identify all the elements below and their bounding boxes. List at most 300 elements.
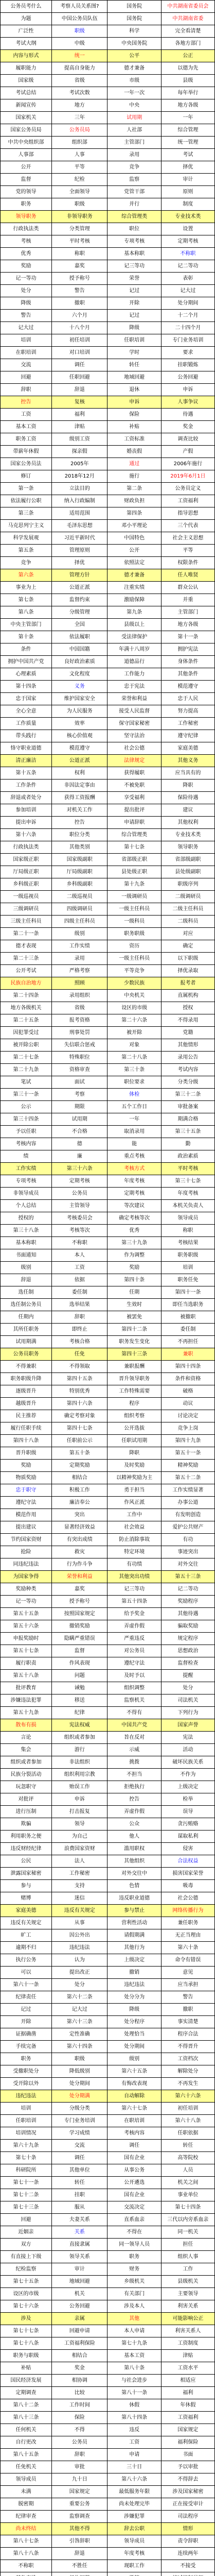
table-cell: 违反 xyxy=(107,2424,161,2436)
table-cell: 违纪违法 xyxy=(1,2090,52,2103)
table-cell: 辞退 xyxy=(1,1274,52,1286)
table-cell: 转任 xyxy=(161,2140,214,2152)
table-cell: 违反有关规定 xyxy=(52,1905,107,1917)
table-cell: 不得辞去 xyxy=(161,2473,214,2486)
table-cell: 纪律审查 xyxy=(1,2511,52,2523)
table-row xyxy=(1,1793,215,1806)
table-cell: 产假 xyxy=(161,446,214,458)
table-cell: 省部级正职 xyxy=(107,854,161,866)
table-cell: 纪律责任 xyxy=(1,1991,52,2004)
table-row xyxy=(1,1942,215,1954)
table-cell: 地域回避 xyxy=(52,2276,107,2288)
table-cell: 县级 xyxy=(161,75,214,87)
table-cell: 基本工资 xyxy=(107,2350,161,2362)
table-cell: 学习成绩 xyxy=(52,2127,107,2140)
table-cell: 降职 xyxy=(107,1447,161,1460)
table-cell: 十八个月 xyxy=(52,322,107,334)
table-row xyxy=(1,903,215,916)
table-row xyxy=(1,1274,215,1286)
table-cell: 要求 xyxy=(161,347,214,359)
table-cell: 旨在反对 xyxy=(107,1732,161,1744)
table-row xyxy=(1,1558,215,1571)
table-cell: 退休 xyxy=(107,384,161,396)
table-cell: 双方 xyxy=(1,2239,52,2251)
table-cell: 德 xyxy=(52,1138,107,1150)
table-cell: 亲属 xyxy=(52,2313,107,2325)
table-cell: 有关部门 xyxy=(107,2288,161,2300)
table-cell: 参加培训 xyxy=(1,804,52,817)
table-cell: 损害国家荣誉 xyxy=(161,1868,214,1880)
table-cell: 取消录用 xyxy=(107,1126,161,1138)
table-row xyxy=(1,1150,215,1163)
table-cell: 监察机关 xyxy=(107,1694,161,1707)
table-cell: 滥用职权 xyxy=(107,1843,161,1855)
table-row xyxy=(1,619,215,631)
table-cell: 组织考察 xyxy=(107,1410,161,1422)
table-row xyxy=(1,916,215,928)
table-cell: 厅局级正职 xyxy=(1,866,52,878)
table-cell: 第三十四条 xyxy=(1,1113,52,1126)
table-cell: 第三十六条 xyxy=(52,1163,107,1175)
table-cell: 可能影响公正 xyxy=(161,2313,214,2325)
table-cell: 职务 xyxy=(1,198,52,211)
table-row xyxy=(1,124,215,137)
table-cell: 控告 xyxy=(107,1793,161,1806)
table-row xyxy=(1,322,215,334)
table-cell: 不合格 xyxy=(52,1126,107,1138)
table-cell: 第七十一条 xyxy=(1,2177,52,2189)
table-cell: 一年一次 xyxy=(107,87,161,99)
table-cell: 警告 xyxy=(1,310,52,322)
table-row xyxy=(1,718,215,730)
table-cell: 二级科员 xyxy=(161,916,214,928)
table-row xyxy=(1,594,215,606)
table-cell: 提出建议 xyxy=(1,1521,52,1534)
table-cell: 各地方部门 xyxy=(161,38,214,50)
table-cell: 录用组织 xyxy=(52,990,107,1002)
table-cell: 一级调研员 xyxy=(107,891,161,903)
table-cell: 对应 xyxy=(161,928,214,940)
table-row xyxy=(1,112,215,124)
table-cell: 职级 xyxy=(52,198,107,211)
table-cell: 即终止 xyxy=(52,1324,107,1336)
table-row xyxy=(1,2065,215,2078)
table-cell: 地方各级 xyxy=(161,619,214,631)
table-cell: 考试总结 xyxy=(1,87,52,99)
table-cell: 规定程序 xyxy=(161,1633,214,1645)
table-cell: 荣誉 xyxy=(107,273,161,285)
table-cell: 记二等功 xyxy=(161,1583,214,1596)
table-row xyxy=(1,198,215,211)
table-cell: 受法律保护 xyxy=(107,631,161,643)
table-cell: 考核内容 xyxy=(1,1138,52,1150)
table-cell: 记三等功 xyxy=(107,260,161,273)
table-cell: 非领导成员 xyxy=(1,1188,52,1200)
table-cell: 第四十四条 xyxy=(161,1361,214,1373)
table-cell: 财政负担 xyxy=(107,495,161,507)
table-cell: 身体条件 xyxy=(161,656,214,668)
table-cell: 工作时间 xyxy=(52,2399,107,2412)
table-cell: 涉及 xyxy=(1,2313,52,2325)
table-cell: 防止消除事故 xyxy=(107,1534,161,1546)
table-cell: 乡科级副职 xyxy=(52,878,107,891)
table-row xyxy=(1,235,215,248)
table-cell: 行政执法类 xyxy=(1,841,52,854)
table-row xyxy=(1,1052,215,1064)
table-cell: 全国 xyxy=(52,619,107,631)
table-cell: 津贴 xyxy=(161,2350,214,2362)
table-cell: 侵害 xyxy=(161,1843,214,1855)
table-cell: 依照法定 xyxy=(107,557,161,569)
table-cell: 服从 xyxy=(52,2201,107,2214)
table-cell: 公务员局 xyxy=(52,124,107,137)
table-cell: 对机关工作 xyxy=(52,804,107,817)
table-row xyxy=(1,730,215,742)
table-cell: 非法组织 xyxy=(52,1756,107,1769)
table-row xyxy=(1,1262,215,1274)
table-cell: 忠于国家 xyxy=(1,693,52,705)
table-cell: 第五十二条 xyxy=(161,1472,214,1484)
table-cell: 2005年 xyxy=(52,458,107,470)
table-cell: 纳入行政编制 xyxy=(52,495,107,507)
table-row xyxy=(1,1682,215,1694)
table-cell: 不得晋升 xyxy=(161,2041,214,2053)
table-cell: 应当具有的 xyxy=(161,767,214,779)
table-cell: 专项考核 xyxy=(107,235,161,248)
table-cell: 其所任职务 xyxy=(1,1324,52,1336)
table-cell: 调任 xyxy=(107,2140,161,2152)
table-cell: 工作秘密 xyxy=(52,1868,107,1880)
table-cell: 初任培训 xyxy=(161,2103,214,2115)
table-cell: 拒绝执行 xyxy=(107,1781,161,1793)
table-cell: 一级主任科员 xyxy=(107,953,161,965)
table-cell: 作风表现 xyxy=(52,1657,107,1670)
table-row xyxy=(1,161,215,174)
highlighted-table-row xyxy=(1,1571,215,1583)
table-row xyxy=(1,62,215,75)
table-cell: 领导成员 xyxy=(1,2473,52,2486)
table-cell: 依法履行公职 xyxy=(1,495,52,507)
table-row xyxy=(1,446,215,458)
table-cell: 讨论决定 xyxy=(161,1410,214,1422)
table-row xyxy=(1,767,215,779)
table-row xyxy=(1,817,215,829)
table-cell: 言论 xyxy=(1,1732,52,1744)
table-cell: 专项考核 xyxy=(1,1175,52,1188)
table-cell: 撤职 xyxy=(161,2004,214,2016)
table-cell: 第八十六条 xyxy=(107,2473,161,2486)
table-cell: 模范遵守 xyxy=(161,681,214,693)
table-cell: 公平 xyxy=(107,50,161,62)
table-cell: 利用职务之便 xyxy=(1,1831,52,1843)
table-cell: 上级决定 xyxy=(161,1781,214,1793)
table-cell: 处分期间 xyxy=(107,2041,161,2053)
table-cell: 三级调研员 xyxy=(1,903,52,916)
table-row xyxy=(1,1299,215,1311)
table-cell: 新闻宣传 xyxy=(1,99,52,112)
table-cell: 弄虚作假 xyxy=(107,1620,161,1633)
table-cell: 打击报复 xyxy=(52,1806,107,1818)
table-cell: 第二十七条 xyxy=(1,1052,52,1064)
table-row xyxy=(1,1113,215,1126)
table-cell: 第四十九条 xyxy=(161,1435,214,1447)
table-cell: 中央机关 xyxy=(107,990,161,1002)
table-row xyxy=(1,792,215,804)
table-row xyxy=(1,2325,215,2337)
table-cell: 审计 xyxy=(52,2263,107,2276)
table-cell: 即任当选职务 xyxy=(161,1299,214,1311)
table-cell: 爱护公共财产 xyxy=(161,1521,214,1534)
table-cell: 县级以上 xyxy=(107,619,161,631)
table-row xyxy=(1,1831,215,1843)
table-cell: 基本工资 xyxy=(1,421,52,433)
table-cell: 科学 xyxy=(107,25,161,38)
table-cell: 公众 xyxy=(107,1818,161,1831)
table-cell: 赌博 xyxy=(1,1892,52,1905)
table-cell: 择优 xyxy=(161,161,214,174)
table-cell: 三十日 xyxy=(107,2461,161,2473)
table-cell: 工作特殊需要 xyxy=(107,1385,161,1398)
table-cell: 任免机关 xyxy=(1,2461,52,2473)
highlighted-table-row xyxy=(1,396,215,409)
table-cell: 称职 xyxy=(52,248,107,260)
table-row xyxy=(1,384,215,396)
table-cell: 审批备案 xyxy=(161,1101,214,1113)
table-cell: 学时 xyxy=(107,347,161,359)
table-row xyxy=(1,1521,215,1534)
table-cell: 浪费国家资财 xyxy=(52,1843,107,1855)
table-cell: 提出申诉 xyxy=(1,817,52,829)
table-cell: 引咎辞职 xyxy=(52,2535,107,2548)
table-row xyxy=(1,1608,215,1620)
table-cell: 作为调整 xyxy=(107,1249,161,1262)
table-cell: 人事部 xyxy=(1,149,52,161)
table-cell: 监督检查 xyxy=(161,1657,214,1670)
table-row xyxy=(1,1237,215,1249)
table-cell: 第十七条 xyxy=(107,841,161,854)
table-cell: 申诉 xyxy=(52,1793,107,1806)
table-cell: 分级管理 xyxy=(52,606,107,619)
table-cell: 解除处分 xyxy=(161,2065,214,2078)
table-cell: 年满十八周岁 xyxy=(107,643,161,656)
table-cell: 奖励程序 xyxy=(161,1596,214,1608)
table-cell: 笔试 xyxy=(1,1076,52,1089)
table-cell: 录用 xyxy=(107,149,161,161)
table-cell: 纪律 xyxy=(52,1707,107,1719)
table-cell: 职位 xyxy=(107,223,161,235)
table-cell: 不称职 xyxy=(161,248,214,260)
table-cell: 工资福利 xyxy=(161,495,214,507)
table-cell: 逾期不归 xyxy=(1,1942,52,1954)
table-cell: 公务员 xyxy=(52,2436,107,2449)
table-cell: 第八十条 xyxy=(107,2362,161,2375)
table-cell: 不被免职 xyxy=(107,779,161,792)
table-row xyxy=(1,557,215,569)
table-cell: 职位要求 xyxy=(107,1076,161,1089)
table-cell: 第三十条 xyxy=(107,1064,161,1076)
table-cell: 辞职 xyxy=(52,1311,107,1324)
table-cell: 以德为先 xyxy=(161,62,214,75)
table-cell: 拥护中国共产党 xyxy=(1,656,52,668)
table-cell: 国家级正职 xyxy=(1,854,52,866)
table-cell: 其他不得 xyxy=(52,2523,107,2535)
table-cell: 第四十六条 xyxy=(52,1398,107,1410)
table-row xyxy=(1,470,215,483)
table-row xyxy=(1,273,215,285)
table-cell: 网络传播行为 xyxy=(161,1905,214,1917)
table-cell: 不作为 xyxy=(161,1769,214,1781)
table-row xyxy=(1,2115,215,2127)
table-cell: 确定考核等次 xyxy=(107,1212,161,1225)
table-row xyxy=(1,2028,215,2041)
table-cell: 因犯罪受过 xyxy=(1,1027,52,1039)
table-cell: 工作秘密 xyxy=(161,718,214,730)
table-cell: 第三十八条 xyxy=(1,1225,52,1237)
table-cell: 组织或者参加 xyxy=(52,1732,107,1744)
table-cell: 旷工 xyxy=(1,1929,52,1942)
table-cell: 资历 xyxy=(107,940,161,953)
table-cell: 第四十二条 xyxy=(107,1324,161,1336)
table-cell: 谋取私利 xyxy=(161,1831,214,1843)
table-cell: 职务职级 xyxy=(107,928,161,940)
table-row xyxy=(1,421,215,433)
table-row xyxy=(1,2078,215,2090)
table-cell: 合法权益 xyxy=(161,1855,214,1868)
table-cell: 2006年施行 xyxy=(161,458,214,470)
table-row xyxy=(1,2449,215,2461)
table-cell: 探亲假 xyxy=(52,446,107,458)
table-cell: 无正当理由 xyxy=(161,1929,214,1942)
table-cell: 第四条 xyxy=(107,507,161,520)
table-cell: 非因法定事由 xyxy=(52,779,107,792)
table-row xyxy=(1,433,215,446)
table-cell: 年度考核 xyxy=(107,1175,161,1188)
table-cell: 省部级副职 xyxy=(161,854,214,866)
table-cell: 社会主义思想 xyxy=(161,532,214,545)
table-cell: 遵纪守法 xyxy=(107,1657,161,1670)
highlighted-table-row xyxy=(1,2523,215,2535)
table-cell: 保守国家秘密 xyxy=(107,718,161,730)
table-cell: 县处级副职 xyxy=(161,866,214,878)
highlighted-table-row xyxy=(1,50,215,62)
table-row xyxy=(1,1324,215,1336)
table-cell: 第五十三条 xyxy=(161,1571,214,1583)
table-cell: 交流决定 xyxy=(107,2201,161,2214)
table-cell: 嘉奖 xyxy=(52,1583,107,1596)
table-cell: 以精神奖励为主 xyxy=(107,1472,161,1484)
table-cell: 处分分为 xyxy=(107,1991,161,2004)
table-cell: 定期考核 xyxy=(161,235,214,248)
table-cell: 国有企业 xyxy=(107,2189,161,2201)
table-row xyxy=(1,1089,215,1101)
table-cell: 第二条 xyxy=(107,483,161,495)
table-row xyxy=(1,2263,215,2276)
table-row xyxy=(1,1954,215,1967)
table-row xyxy=(1,854,215,866)
table-cell: 家庭美德 xyxy=(161,742,214,755)
table-cell: 被开除公职 xyxy=(1,1039,52,1052)
table-row xyxy=(1,1460,215,1472)
table-cell: 初任培训 xyxy=(52,334,107,347)
table-cell: 受撤职处分 xyxy=(1,2065,52,2078)
table-cell: 泄露国家秘密 xyxy=(1,1868,52,1880)
table-cell: 第八十三条 xyxy=(1,2412,52,2424)
table-cell: 第二十八条 xyxy=(107,1052,161,1064)
table-row xyxy=(1,990,215,1002)
table-cell: 被罢免 xyxy=(107,1311,161,1324)
table-cell: 考核结果 xyxy=(161,1237,214,1249)
table-cell: 党管干部 xyxy=(107,186,161,198)
table-cell: 工作能力 xyxy=(107,668,161,681)
table-row xyxy=(1,1200,215,1212)
table-cell: 省级 xyxy=(52,75,107,87)
table-row xyxy=(1,2288,215,2300)
table-row xyxy=(1,297,215,310)
table-cell: 第七十五条 xyxy=(1,2276,52,2288)
table-cell: 资格审查 xyxy=(52,1064,107,1076)
table-row xyxy=(1,2337,215,2350)
table-cell: 违纪违法 xyxy=(107,1979,161,1991)
table-cell: 有悔改表现 xyxy=(107,2078,161,2090)
table-cell: 主管部门 xyxy=(161,606,214,619)
table-cell: 择优 xyxy=(52,557,107,569)
table-cell: 三年 xyxy=(52,112,107,124)
table-cell: 办事公道 xyxy=(161,1497,214,1509)
table-cell: 为国家争得 xyxy=(1,1571,52,1583)
table-cell: 物质奖励 xyxy=(1,1472,52,1484)
table-cell: 挂职 xyxy=(52,2189,107,2201)
table-cell: 道德品行 xyxy=(107,656,161,668)
table-cell: 思想政治 xyxy=(161,1645,214,1657)
table-cell: 第十九条 xyxy=(107,878,161,891)
table-cell: 突出 xyxy=(52,1509,107,1521)
table-cell: 从事 xyxy=(52,1917,107,1929)
table-row xyxy=(1,1892,215,1905)
table-cell: 社会效益 xyxy=(107,1521,161,1534)
table-cell: 履职能力 xyxy=(1,62,52,75)
table-cell: 体检 xyxy=(107,1089,161,1101)
table-cell: 党籍 xyxy=(161,1027,214,1039)
table-row xyxy=(1,1039,215,1052)
table-cell: 其他单位 xyxy=(52,2164,107,2177)
table-cell: 全心全意 xyxy=(1,705,52,718)
table-cell: 因公外出 xyxy=(52,1929,107,1942)
table-cell: 分类分级 xyxy=(161,1076,214,1089)
table-row xyxy=(1,1138,215,1150)
table-cell: 兼职报酬 xyxy=(107,1361,161,1373)
table-cell: 二十四个月 xyxy=(161,322,214,334)
table-cell: 权利 xyxy=(52,767,107,779)
table-cell: 在职培训 xyxy=(1,347,52,359)
table-cell: 综合管理 xyxy=(161,124,214,137)
table-cell: 第八十一条 xyxy=(107,2387,161,2399)
table-cell: 控告 xyxy=(52,817,107,829)
table-cell: 移送 xyxy=(52,1694,107,1707)
table-cell: 竞争 xyxy=(107,161,161,174)
table-row xyxy=(1,347,215,359)
table-cell: 原则 xyxy=(161,186,214,198)
table-cell: 福利 xyxy=(52,409,107,421)
table-cell: 职务 xyxy=(1,2053,52,2065)
table-cell: 兼职 xyxy=(161,1348,214,1361)
table-cell: 职务职级 xyxy=(161,1249,214,1262)
table-cell: 进行压制 xyxy=(1,1806,52,1818)
table-cell: 面试 xyxy=(52,1076,107,1089)
table-row xyxy=(1,1286,215,1299)
table-cell: 公开遴选 xyxy=(107,2177,161,2189)
table-row xyxy=(1,1546,215,1558)
table-cell: 工作实绩 xyxy=(1,1163,52,1175)
